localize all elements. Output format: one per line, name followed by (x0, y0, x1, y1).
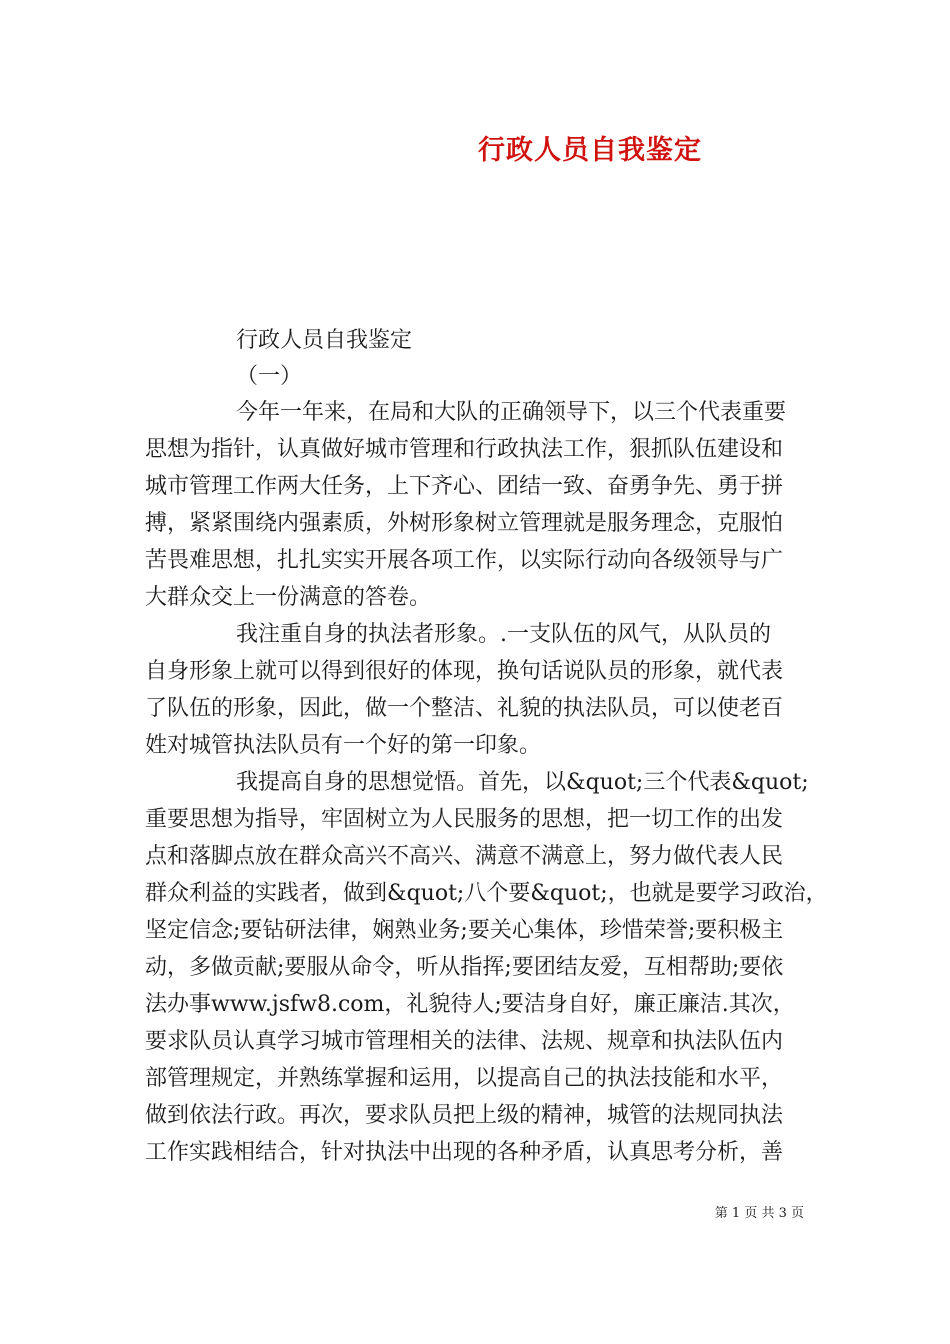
text-line: 工作实践相结合，针对执法中出现的各种矛盾，认真思考分析，善 (145, 1140, 784, 1165)
text-line: 了队伍的形象，因此，做一个整洁、礼貌的执法队员，可以使老百 (145, 696, 784, 721)
text-line: 今年一年来，在局和大队的正确领导下，以三个代表重要 (236, 400, 787, 425)
text-line: 自身形象上就可以得到很好的体现，换句话说队员的形象，就代表 (145, 659, 784, 684)
text-line: 重要思想为指导，牢固树立为人民服务的思想，把一切工作的出发 (145, 807, 784, 832)
text-line: 点和落脚点放在群众高兴不高兴、满意不满意上，努力做代表人民 (145, 844, 784, 869)
text-line: 法办事www.jsfw8.com，礼貌待人;要洁身自好，廉正廉洁.其次， (145, 992, 795, 1017)
text-line: 我提高自身的思想觉悟。首先，以&quot;三个代表&quot; (236, 770, 809, 795)
text-line: 动，多做贡献;要服从命令，听从指挥;要团结友爱，互相帮助;要依 (145, 955, 784, 980)
text-line: 思想为指针，认真做好城市管理和行政执法工作，狠抓队伍建设和 (145, 437, 784, 462)
text-line: 苦畏难思想，扎扎实实开展各项工作，以实际行动向各级领导与广 (145, 548, 784, 573)
text-line: 部管理规定，并熟练掌握和运用，以提高自己的执法技能和水平， (145, 1066, 784, 1091)
text-line: 姓对城管执法队员有一个好的第一印象。 (145, 733, 542, 758)
text-line: 坚定信念;要钻研法律，娴熟业务;要关心集体，珍惜荣誉;要积极主 (145, 918, 784, 943)
document-subtitle: 行政人员自我鉴定 (236, 328, 413, 353)
text-line: 搏，紧紧围绕内强素质，外树形象树立管理就是服务理念，克服怕 (145, 511, 784, 536)
section-label: （一） (236, 364, 303, 389)
document-title: 行政人员自我鉴定 (478, 135, 702, 166)
text-line: 要求队员认真学习城市管理相关的法律、法规、规章和执法队伍内 (145, 1029, 784, 1054)
text-line: 我注重自身的执法者形象。.一支队伍的风气，从队员的 (236, 622, 771, 647)
text-line: 城市管理工作两大任务，上下齐心、团结一致、奋勇争先、勇于拼 (145, 474, 784, 499)
page-footer: 第 1 页 共 3 页 (714, 1206, 804, 1221)
text-line: 大群众交上一份满意的答卷。 (145, 585, 432, 610)
text-line: 做到依法行政。再次，要求队员把上级的精神，城管的法规同执法 (145, 1103, 784, 1128)
text-line: 群众利益的实践者，做到&quot;八个要&quot;，也就是要学习政治， (145, 881, 828, 906)
